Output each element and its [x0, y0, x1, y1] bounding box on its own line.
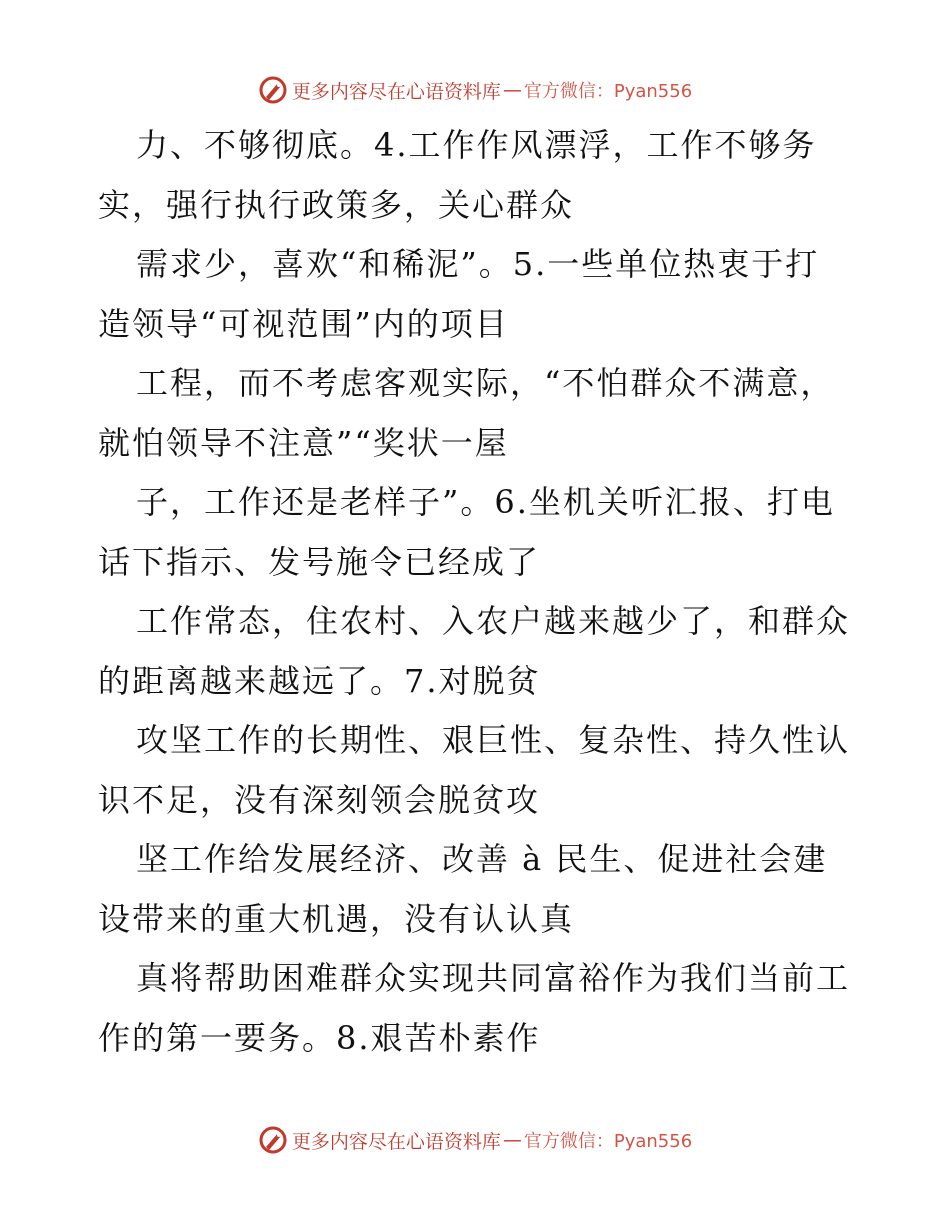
paragraph [98, 830, 858, 949]
paragraph-line: 设带来的重大机遇，没有认认真 [98, 899, 575, 938]
paragraph [98, 235, 858, 354]
paragraph-line: 作的第一要务。8.艰苦朴素作 [98, 1018, 541, 1057]
document-body [98, 116, 858, 1068]
paragraph-line: 力、不够彻底。4.工作作风漂浮，工作不够务 [136, 126, 817, 164]
header-separator: — [502, 79, 522, 101]
paragraph-line: 工程，而不考虑客观实际，“不怕群众不满意， [136, 364, 835, 402]
footer-contact: 官方微信：Pyan556 [523, 1131, 693, 1152]
paragraph-line: 需求少，喜欢“和稀泥”。5.一些单位热衷于打 [136, 245, 820, 283]
paragraph-line: 工作常态，住农村、入农户越来越少了，和群众 [136, 602, 851, 640]
paragraph [98, 354, 858, 473]
paragraph [98, 473, 858, 592]
paragraph-line: 话下指示、发号施令已经成了 [98, 542, 541, 581]
header-contact: 官方微信：Pyan556 [523, 81, 693, 102]
paragraph-line: 攻坚工作的长期性、艰巨性、复杂性、持久性认 [136, 721, 851, 759]
pen-nib-logo-icon [258, 1125, 288, 1155]
paragraph-line: 坚工作给发展经济、改善 à 民生、促进社会建 [136, 840, 828, 878]
paragraph-line: 实，强行执行政策多，关心群众 [98, 185, 575, 224]
paragraph [98, 711, 858, 830]
paragraph-line: 就怕领导不注意”“奖状一屋 [98, 423, 509, 462]
paragraph-line: 造领导“可视范围”内的项目 [98, 304, 509, 343]
pen-nib-logo-icon [258, 75, 288, 105]
footer-site-text: 更多内容尽在心语资料库 [291, 1130, 501, 1153]
paragraph [98, 116, 858, 235]
paragraph-line: 的距离越来越远了。7.对脱贫 [98, 661, 541, 700]
header-site-text: 更多内容尽在心语资料库 [291, 80, 501, 103]
footer-banner [0, 1120, 950, 1160]
header-banner [0, 70, 950, 110]
footer-separator: — [502, 1129, 522, 1151]
paragraph-line: 子，工作还是老样子”。6.坐机关听汇报、打电 [136, 483, 835, 521]
paragraph [98, 949, 858, 1068]
paragraph-line: 真将帮助困难群众实现共同富裕作为我们当前工 [136, 959, 851, 997]
paragraph [98, 592, 858, 711]
paragraph-line: 识不足，没有深刻领会脱贫攻 [98, 780, 541, 819]
